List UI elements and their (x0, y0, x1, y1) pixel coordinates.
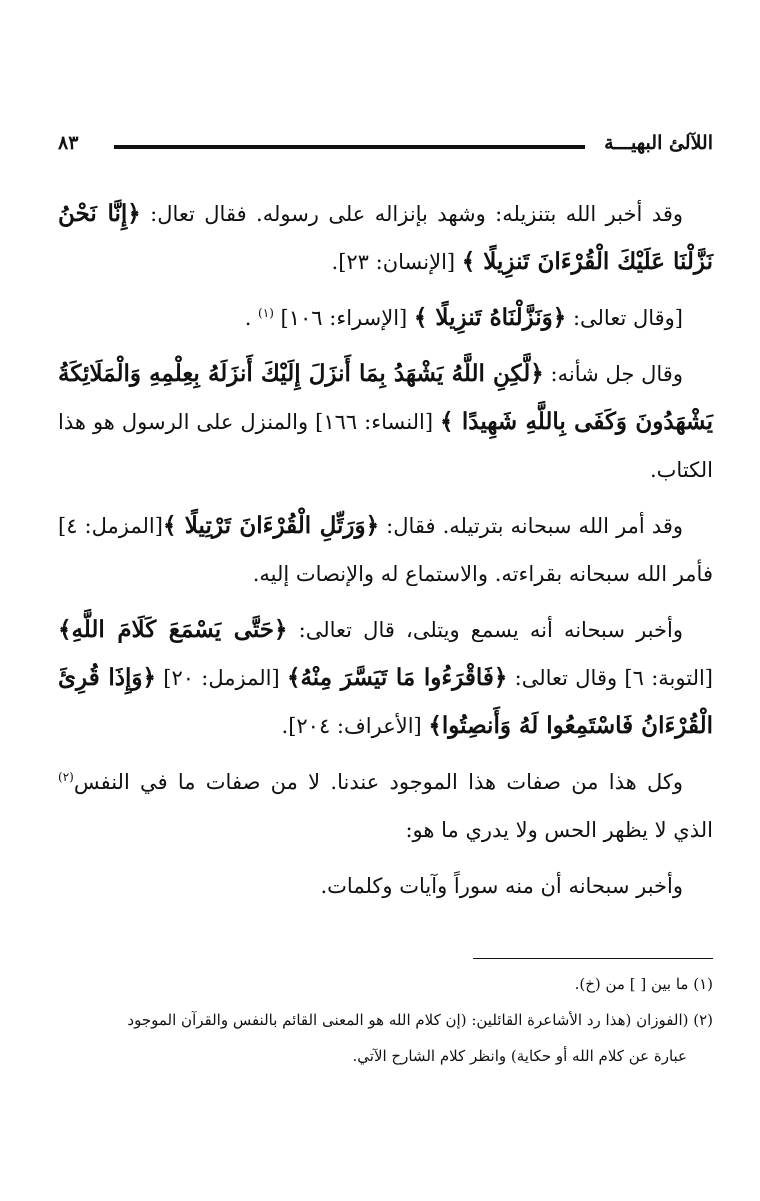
paragraph-3 (58, 350, 713, 494)
quran-verse: ﴿إِنَّا نَحْنُ نَزَّلْنَا عَلَيْكَ الْقُرْءَانَ تَنزِيلًا ﴾ (58, 200, 713, 275)
paragraph-5 (58, 606, 713, 750)
paragraph-7 (58, 862, 713, 910)
quran-verse: ﴿فَاقْرَءُوا مَا تَيَسَّرَ مِنْهُ﴾ (287, 664, 508, 691)
footnotes (58, 966, 713, 1074)
text-run: وقد أخبر الله بتنزيله: وشهد بإنزاله على رسوله. فقال تعال: (140, 202, 683, 226)
paragraph-2 (58, 294, 713, 342)
text-run: وكل هذا من صفات هذا الموجود عندنا. لا من صفات ما في النفس (73, 770, 683, 794)
running-title: اللآلئ البهيـــة (604, 132, 713, 154)
verse-reference: [التوبة: ٦] وقال تعالى: (507, 666, 713, 690)
paragraph-1 (58, 190, 713, 286)
verse-reference: [الإنسان: ٢٣]. (331, 250, 462, 274)
verse-reference: [الإسراء: ١٠٦] (273, 306, 414, 330)
text-run: وقد أمر الله سبحانه بترتيله. فقال: (379, 514, 683, 538)
text-run: . (244, 306, 259, 330)
quran-verse: ﴿لَّكِنِ اللَّهُ يَشْهَدُ بِمَا أَنزَلَ إِلَيْكَ أَنزَلَهُ بِعِلْمِهِ وَالْمَلَائِكَةُ يَشْهَدُونَ وَكَفَى بِاللَّهِ شَهِيدًا ﴾ (58, 360, 713, 435)
verse-reference: [النساء: ١٦٦] والمنزل على الرسول هو هذا الكتاب. (58, 410, 713, 482)
footnote-divider (473, 958, 713, 959)
verse-reference: [المزمل: ٤] فأمر الله سبحانه بقراءته. والاستماع له والإنصات إليه. (58, 514, 713, 586)
text-run: وأخبر سبحانه أن منه سوراً وآيات وكلمات. (320, 874, 683, 898)
footnote-2: (٢) (الفوزان (هذا رد الأشاعرة القائلين: (إن كلام الله هو المعنى القائم بالنفس والقرآن الموجود (127, 1011, 713, 1029)
quran-verse: ﴿وَإِذَا قُرِئَ الْقُرْءَانُ فَاسْتَمِعُوا لَهُ وَأَنصِتُوا﴾ (58, 664, 713, 739)
footnote-marker-1[interactable]: (١) (258, 306, 274, 320)
footnote-1: (١) ما بين [ ] من (خ). (574, 975, 713, 993)
quran-verse: ﴿حَتَّى يَسْمَعَ كَلَامَ اللَّهِ﴾ (58, 616, 288, 643)
text-run: وأخبر سبحانه أنه يسمع ويتلى، قال تعالى: (287, 618, 683, 642)
header-rule (114, 145, 585, 149)
text-run: [وقال تعالى: (566, 306, 683, 330)
footnote-marker-2[interactable]: (٢) (58, 770, 74, 784)
paragraph-4 (58, 502, 713, 598)
verse-reference: [المزمل: ٢٠] (155, 666, 287, 690)
footnote-2-continuation: عبارة عن كلام الله أو حكاية) وانظر كلام الشارح الآتي. (352, 1047, 687, 1065)
quran-verse: ﴿وَنَزَّلْنَاهُ تَنزِيلًا ﴾ (413, 304, 567, 331)
text-run: وقال جل شأنه: (543, 362, 683, 386)
page-number: ٨٣ (58, 132, 79, 154)
page-header (58, 128, 713, 168)
quran-verse: ﴿وَرَتِّلِ الْقُرْءَانَ تَرْتِيلًا ﴾ (162, 512, 380, 539)
main-text (58, 190, 713, 918)
text-run: الذي لا يظهر الحس ولا يدري ما هو: (405, 818, 713, 842)
verse-reference: [الأعراف: ٢٠٤]. (281, 714, 429, 738)
paragraph-6 (58, 758, 713, 854)
